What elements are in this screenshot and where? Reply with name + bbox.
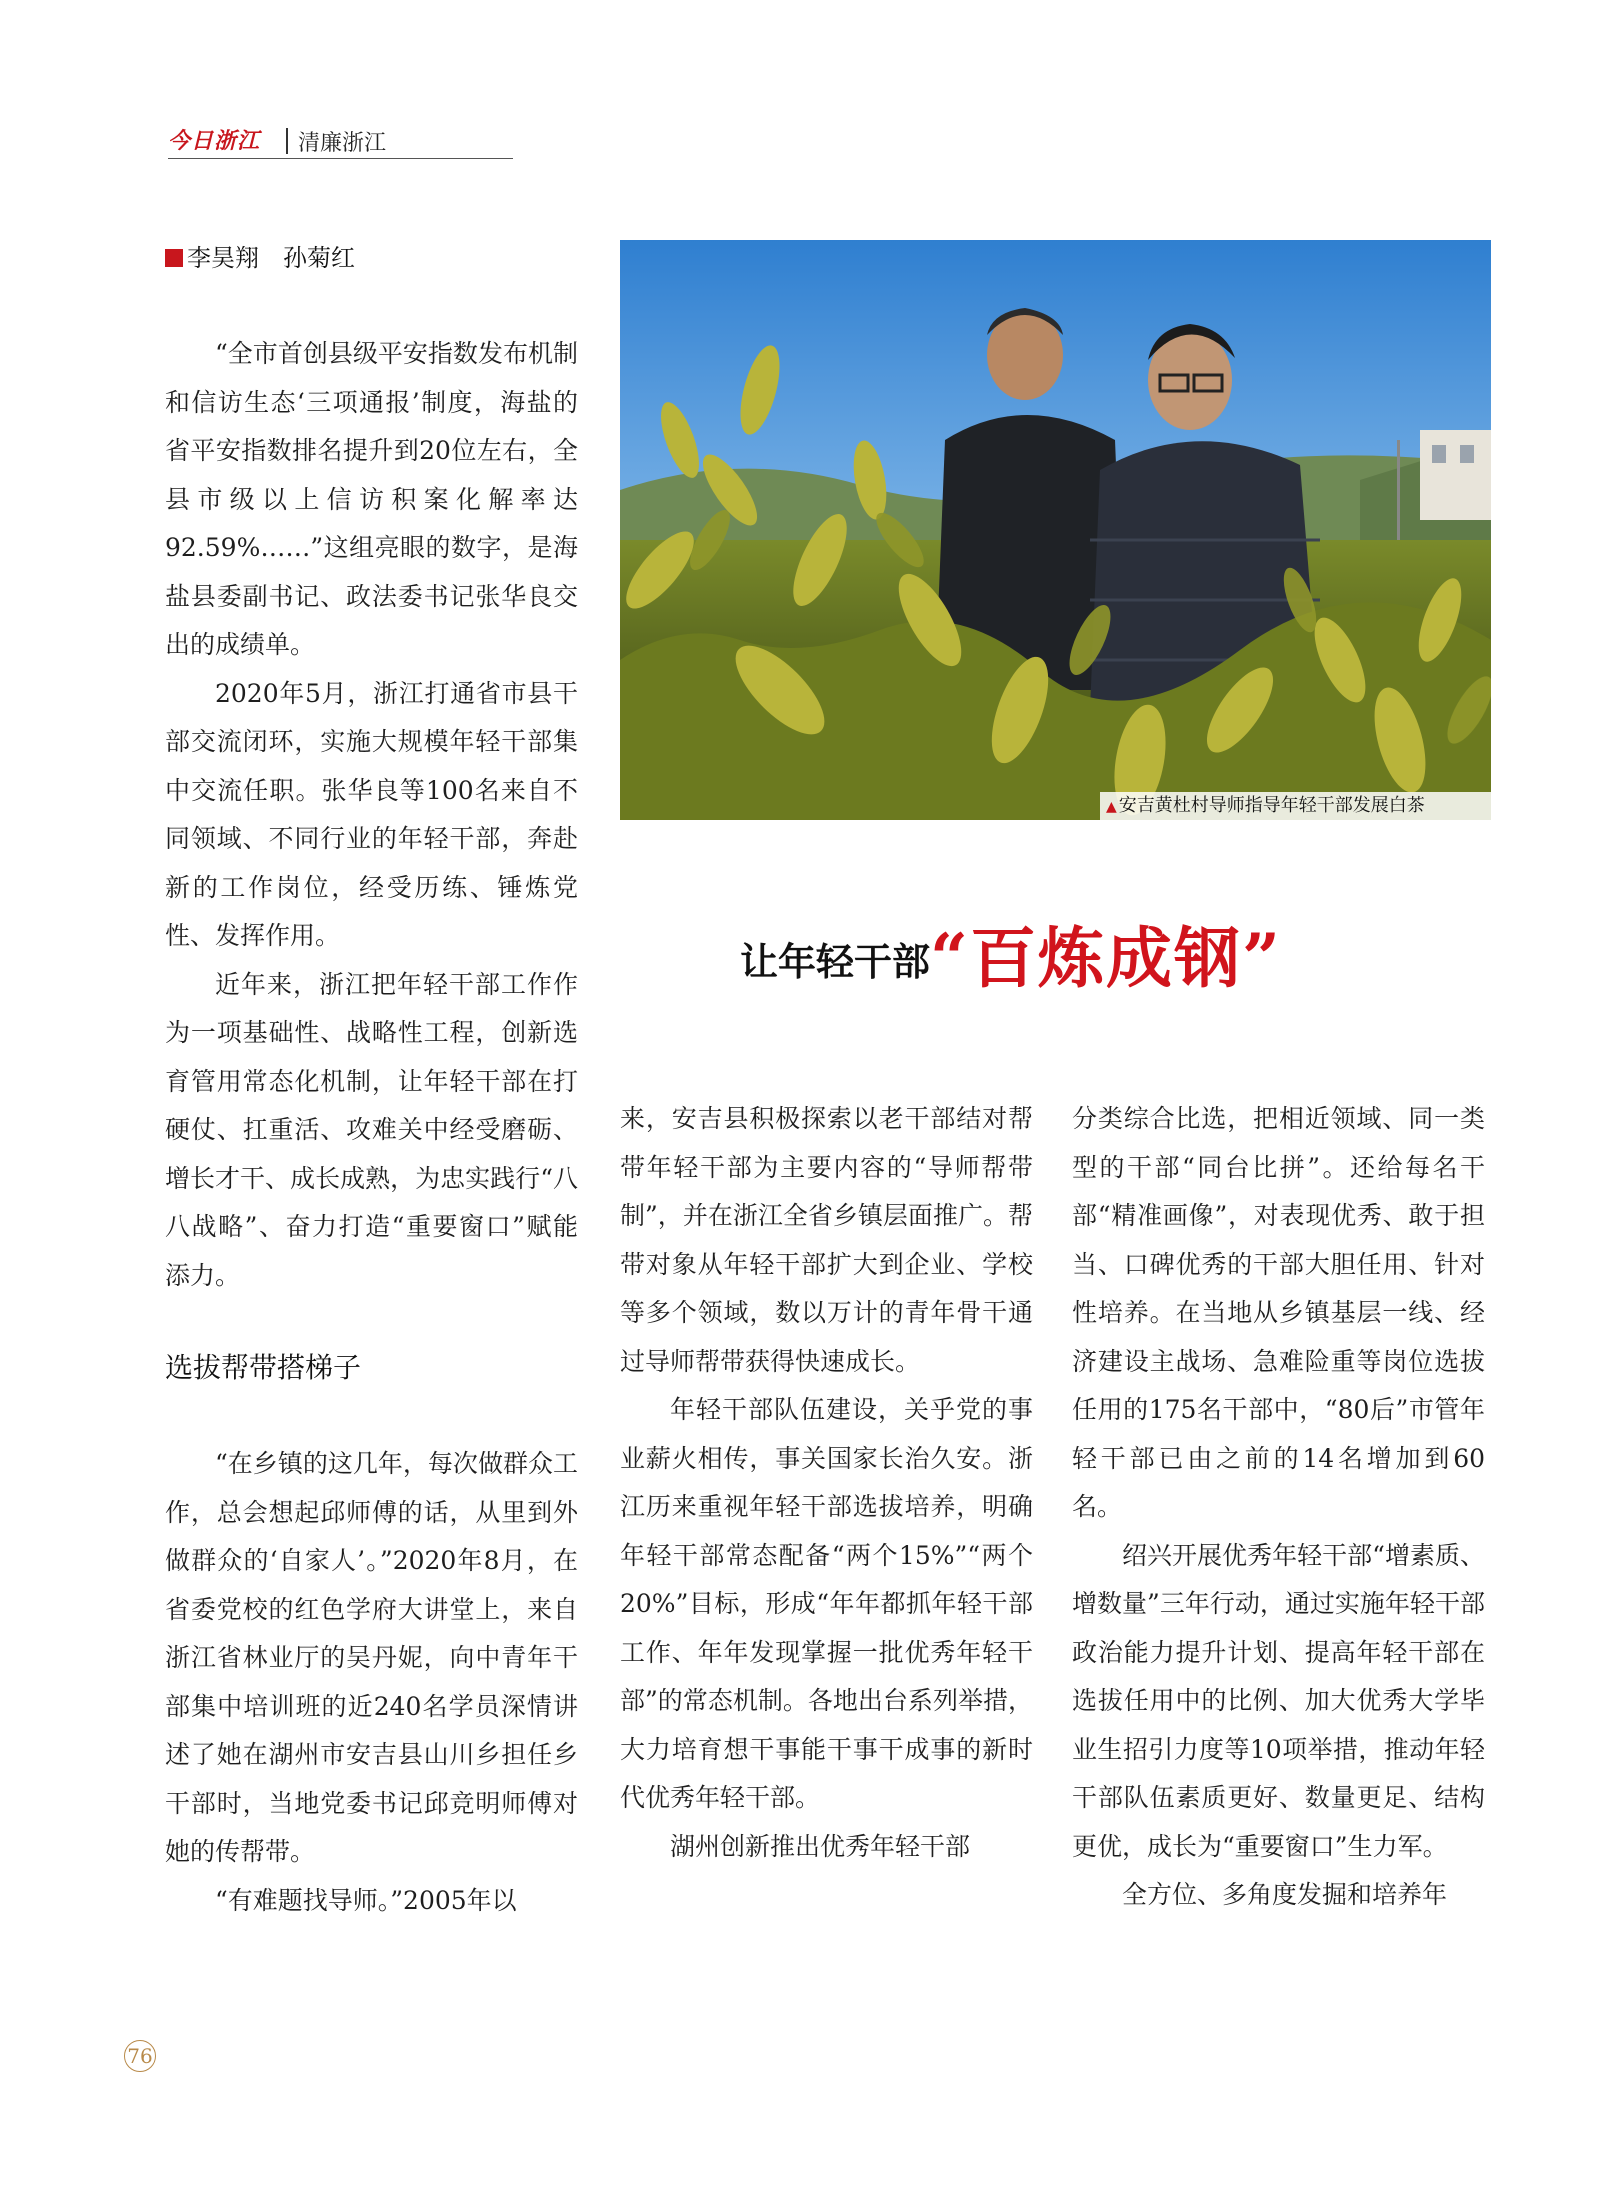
article-photo — [620, 240, 1491, 820]
paragraph: 湖州创新推出优秀年轻干部 — [670, 1831, 971, 1861]
column1-lower — [165, 1440, 578, 1925]
caption-triangle-icon: ▲ — [1106, 799, 1117, 815]
magazine-logo: 今日浙江 — [168, 128, 261, 154]
byline-authors: 李昊翔 孙菊红 — [187, 244, 355, 272]
paragraph: 绍兴开展优秀年轻干部“增素质、增数量”三年行动，通过实施年轻干部政治能力提升计划、提高年轻干部在选拔任用中的比例、加大优秀大学毕业生招引力度等10项举措，推动年轻干部队伍素质更好、数量更足、结构更优，成长为“重要窗口”生力军。 — [1072, 1540, 1485, 1861]
page-number: 76 — [124, 2040, 156, 2072]
paragraph: 来，安吉县积极探索以老干部结对帮带年轻干部为主要内容的“导师帮带制”，并在浙江全省乡镇层面推广。帮带对象从年轻干部扩大到企业、学校等多个领域，数以万计的青年骨干通过导师帮带获得快速成长。 — [620, 1104, 1033, 1376]
photo-caption-text: 安吉黄杜村导师指导年轻干部发展白茶 — [1118, 795, 1425, 816]
paragraph: 近年来，浙江把年轻干部工作作为一项基础性、战略性工程，创新选育管用常态化机制，让年轻干部在打硬仗、扛重活、攻难关中经受磨砺、增长才干、成长成熟，为忠实践行“八八战略”、奋力打造“重要窗口”赋能添力。 — [165, 969, 578, 1290]
paragraph: 2020年5月，浙江打通省市县干部交流闭环，实施大规模年轻干部集中交流任职。张华良等100名来自不同领域、不同行业的年轻干部，奔赴新的工作岗位，经受历练、锤炼党性、发挥作用。 — [165, 678, 578, 950]
paragraph: 分类综合比选，把相近领域、同一类型的干部“同台比拼”。还给每名干部“精准画像”，对表现优秀、敢于担当、口碑优秀的干部大胆任用、针对性培养。在当地从乡镇基层一线、经济建设主战场、急难险重等岗位选拔任用的175名干部中，“80后”市管年轻干部已由之前的14名增加到60名。 — [1072, 1104, 1485, 1521]
paragraph: 全方位、多角度发掘和培养年 — [1122, 1880, 1448, 1909]
section-subheading: 选拔帮带搭梯子 — [165, 1351, 362, 1384]
title-part1: 让年轻干部 — [740, 939, 931, 984]
photo-caption — [1100, 792, 1491, 820]
header-divider — [286, 128, 288, 154]
column3 — [1072, 1095, 1485, 1920]
paragraph: “有难题找导师。”2005年以 — [215, 1885, 517, 1915]
paragraph: “在乡镇的这几年，每次做群众工作，总会想起邱师傅的话，从里到外做群众的‘自家人’。”2020年8月，在省委党校的红色学府大讲堂上，来自浙江省林业厅的吴丹妮，向中青年干部集中培训班的近240名学员深情讲述了她在湖州市安吉县山川乡担任乡干部时，当地党委书记邱竞明师傅对她的传帮带。 — [165, 1449, 578, 1866]
byline — [165, 238, 355, 273]
tea-field-photo — [620, 240, 1491, 820]
column1-upper — [165, 330, 578, 1300]
column2 — [620, 1095, 1033, 1871]
page-header — [168, 124, 513, 159]
paragraph: “全市首创县级平安指数发布机制和信访生态‘三项通报’制度，海盐的省平安指数排名提升到20位左右，全县市级以上信访积案化解率达92.59%……”这组亮眼的数字，是海盐县委副书记、政法委书记张华良交出的成绩单。 — [165, 339, 578, 659]
article-title — [740, 905, 1282, 1000]
byline-marker — [165, 249, 183, 267]
paragraph: 年轻干部队伍建设，关乎党的事业薪火相传，事关国家长治久安。浙江历来重视年轻干部选拔培养，明确年轻干部常态配备“两个15%”“两个20%”目标，形成“年年都抓年轻干部工作、年年发现掌握一批优秀年轻干部”的常态机制。各地出台系列举措，大力培育想干事能干事干成事的新时代优秀年轻干部。 — [620, 1395, 1033, 1812]
section-name: 清廉浙江 — [298, 131, 387, 156]
title-part2: “百炼成钢” — [930, 919, 1282, 997]
